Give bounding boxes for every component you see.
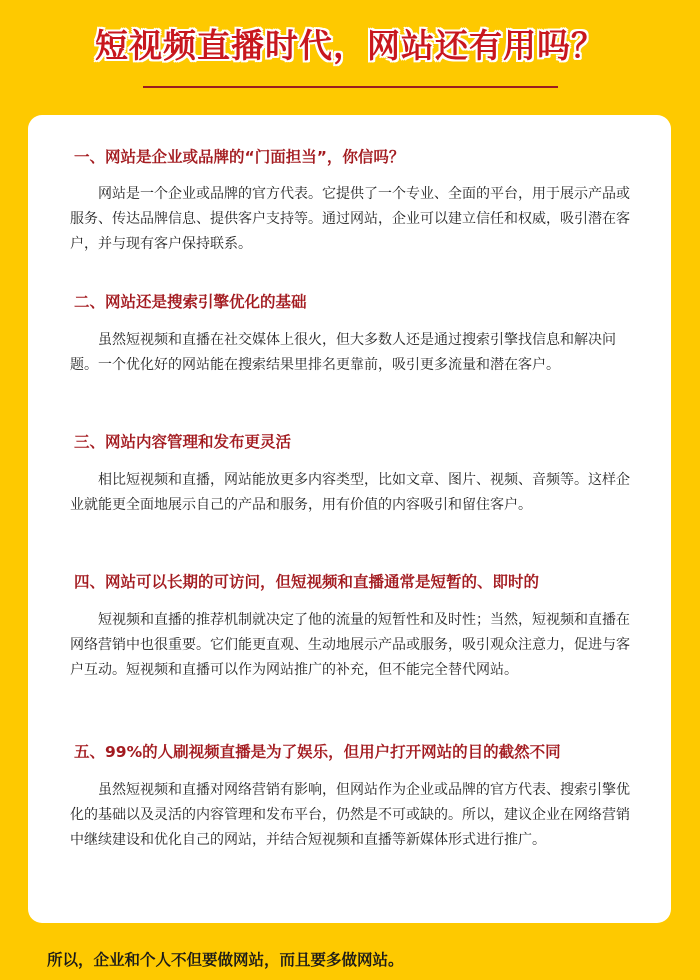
section-heading-5: 五、99%的人刷视频直播是为了娱乐，但用户打开网站的目的截然不同 [74,743,561,761]
page-title: 短视频直播时代，网站还有用吗？ [95,26,605,65]
footer-conclusion: 所以，企业和个人不但要做网站，而且要多做网站。 [47,951,404,969]
section-heading-1: 一、网站是企业或品牌的“门面担当”，你信吗？ [74,148,405,166]
title-divider [143,86,558,88]
section-body-4: 短视频和直播的推荐机制就决定了他的流量的短暂性和及时性；当然，短视频和直播在网络营销中也很重要。它们能更直观、生动地展示产品或服务，吸引观众注意力，促进与客户互动。短视频和直播可以作为网站推广的补充，但不能完全替代网站。 [70,612,630,678]
section-body-1: 网站是一个企业或品牌的官方代表。它提供了一个专业、全面的平台，用于展示产品或服务、传达品牌信息、提供客户支持等。通过网站，企业可以建立信任和权威，吸引潜在客户，并与现有客户保持联系。 [70,186,630,252]
section-heading-3: 三、网站内容管理和发布更灵活 [74,433,292,451]
section-body-5: 虽然短视频和直播对网络营销有影响，但网站作为企业或品牌的官方代表、搜索引擎优化的基础以及灵活的内容管理和发布平台，仍然是不可或缺的。所以，建议企业在网络营销中继续建设和优化自己的网站，并结合短视频和直播等新媒体形式进行推广。 [70,782,630,848]
section-body-3: 相比短视频和直播，网站能放更多内容类型，比如文章、图片、视频、音频等。这样企业就能更全面地展示自己的产品和服务，用有价值的内容吸引和留住客户。 [70,472,630,513]
section-body-2: 虽然短视频和直播在社交媒体上很火，但大多数人还是通过搜索引擎找信息和解决问题。一个优化好的网站能在搜索结果里排名更靠前，吸引更多流量和潜在客户。 [70,332,616,373]
section-heading-4: 四、网站可以长期的可访问，但短视频和直播通常是短暂的、即时的 [74,573,540,591]
section-heading-2: 二、网站还是搜索引擎优化的基础 [74,293,307,311]
